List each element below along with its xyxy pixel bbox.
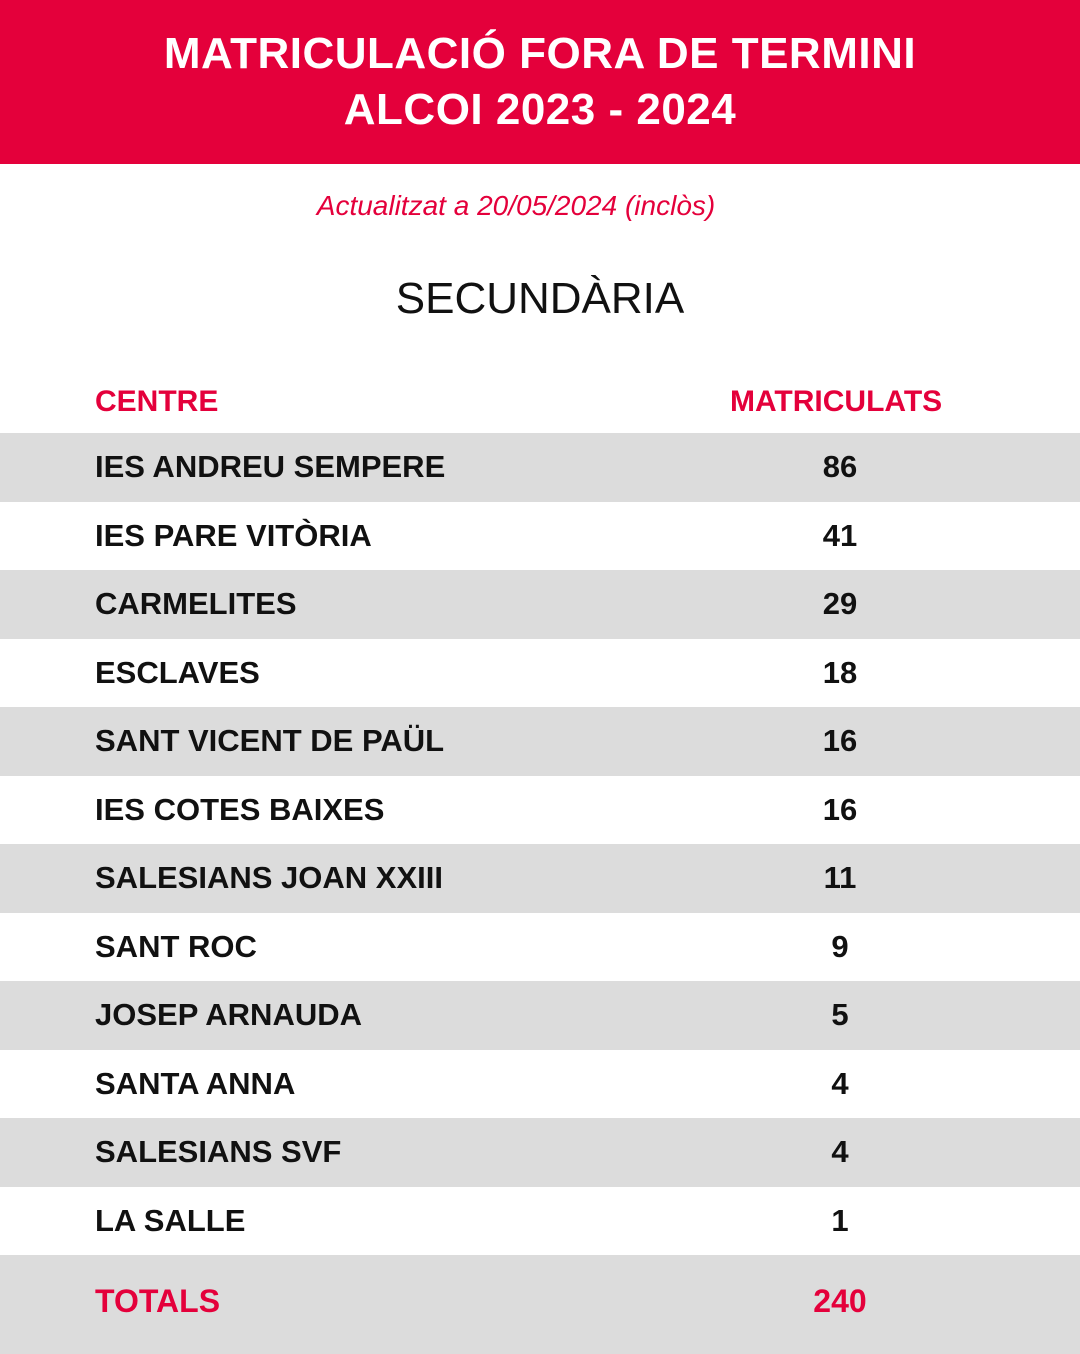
title-line-2: ALCOI 2023 - 2024 xyxy=(343,85,737,134)
matriculats-value: 1 xyxy=(831,1202,849,1238)
centre-name: SANT VICENT DE PAÜL xyxy=(95,723,445,759)
enrollment-table xyxy=(0,433,1080,1255)
table-row xyxy=(0,1118,1080,1187)
table-row xyxy=(0,844,1080,913)
centre-name: IES PARE VITÒRIA xyxy=(95,517,372,553)
centre-name: SALESIANS SVF xyxy=(95,1134,342,1170)
totals-value: 240 xyxy=(813,1283,867,1319)
centre-name: SANT ROC xyxy=(95,928,257,964)
centre-name: SANTA ANNA xyxy=(95,1065,296,1101)
matriculats-value: 16 xyxy=(822,791,858,827)
centre-name: ESCLAVES xyxy=(95,654,260,690)
centre-name: LA SALLE xyxy=(95,1202,246,1238)
table-row xyxy=(0,1050,1080,1119)
totals-row xyxy=(0,1255,1080,1354)
matriculats-value: 5 xyxy=(831,997,849,1033)
table-row xyxy=(0,1187,1080,1256)
matriculats-value: 4 xyxy=(831,1065,849,1101)
matriculats-value: 9 xyxy=(831,928,849,964)
centre-name: JOSEP ARNAUDA xyxy=(95,997,362,1033)
matriculats-value: 86 xyxy=(822,449,858,485)
matriculats-value: 16 xyxy=(822,723,858,759)
matriculats-value: 4 xyxy=(831,1134,849,1170)
centre-name: IES ANDREU SEMPERE xyxy=(95,449,446,485)
table-row xyxy=(0,502,1080,571)
table-row xyxy=(0,639,1080,708)
table-row xyxy=(0,981,1080,1050)
column-header-centre: CENTRE xyxy=(95,385,219,418)
updated-note: Actualitzat a 20/05/2024 (inclòs) xyxy=(316,190,716,221)
title-line-1: MATRICULACIÓ FORA DE TERMINI xyxy=(163,29,917,78)
table-row xyxy=(0,433,1080,502)
table-row xyxy=(0,913,1080,982)
matriculats-value: 18 xyxy=(822,654,858,690)
header-banner xyxy=(0,0,1080,164)
centre-name: CARMELITES xyxy=(95,586,297,622)
column-header-matriculats: MATRICULATS xyxy=(730,385,943,418)
matriculats-value: 11 xyxy=(823,860,857,896)
table-row xyxy=(0,776,1080,845)
matriculats-value: 29 xyxy=(822,586,858,622)
table-row xyxy=(0,570,1080,639)
centre-name: SALESIANS JOAN XXIII xyxy=(95,860,443,896)
section-title: SECUNDÀRIA xyxy=(395,274,685,323)
matriculats-value: 41 xyxy=(822,517,858,553)
table-row xyxy=(0,707,1080,776)
totals-label: TOTALS xyxy=(95,1283,221,1319)
centre-name: IES COTES BAIXES xyxy=(95,791,385,827)
